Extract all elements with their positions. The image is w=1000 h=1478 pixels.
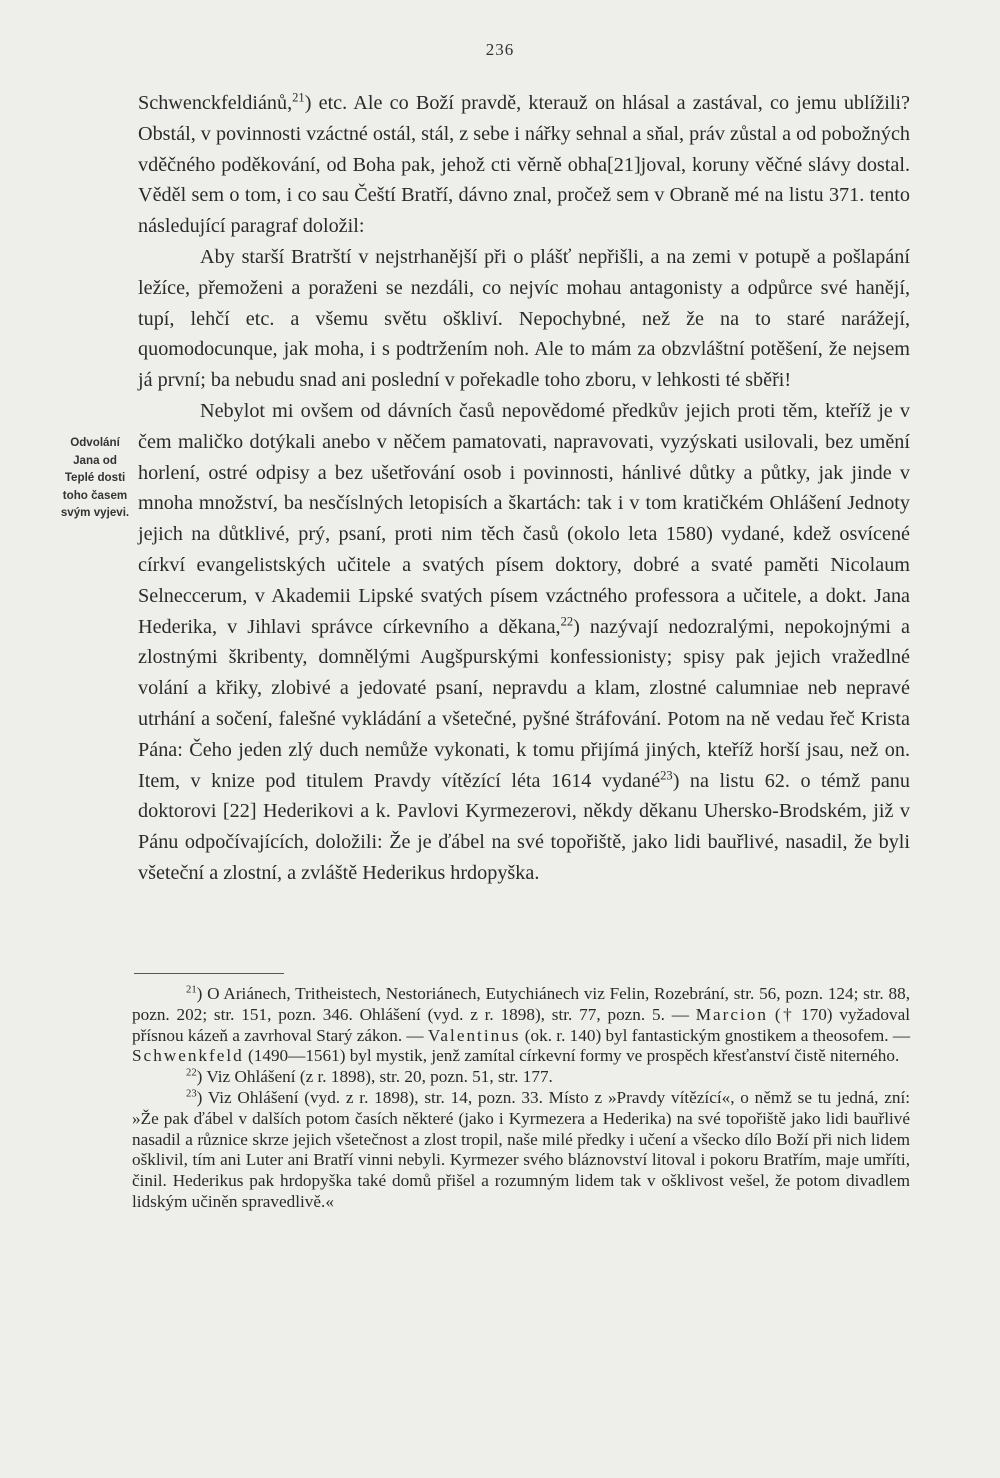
main-text xyxy=(138,88,910,889)
footnotes xyxy=(132,984,910,1213)
margin-note-line: toho časem xyxy=(62,488,128,502)
footnote-ref-21: 21 xyxy=(292,90,305,105)
paragraph-1 xyxy=(138,88,910,242)
text-run: (1490—1561) byl mystik, jenž zamítal církevní formy ve prospěch křesťanství čistě niterného. xyxy=(243,1046,900,1066)
spaced-name: Schwenkfeld xyxy=(132,1046,244,1066)
margin-note-line: Jana od xyxy=(73,453,117,467)
text-run: Nebylot mi ovšem od dávních časů nepovědomé předkův jejich proti těm, kteříž je v čem maličko dotýkali anebo v něčem pamatovati, napravovati, vyzýskati usilovali, bez umění horlení, ostré odpisy a bez ušetřování osob i povinnosti, hánlivé důtky a půtky, jak jinde v mnoha množství, ba nesčíslných letopisích a škartách: tak i v tom kratičkém Ohlášení Jednoty jejich na důtklivé, prý, psaní, proti nim těch časů (okolo leta 1580) vydané, kdež osvícené církví evangelistských učitele a svatých písem doktory, dobré a svaté paměti Nicolaum Selneccerum, v Akademii Lipské svatých písem vzáctného professora a učitele, a dokt. Jana Hederika, v Jihlavi správce církevního a děkana, xyxy=(138,399,910,638)
footnote-separator xyxy=(134,973,284,974)
text-run: ) na listu 62. o témž panu doktorovi [22] Hederikovi a k. Pavlovi Kyrmezerovi, někdy děkanu Uhersko-Brodském, již v Pánu odpočívajících, doložili: Že je ďábel na své topořiště, jako lidi bauřlivé, nasadil, že byli všeteční a zlostní, a zvláště Hederikus hrdopyška. xyxy=(138,769,910,884)
text-run: ) etc. Ale co Boží pravdě, kterauž on hlásal a zastával, co jemu ublížili? Obstál, v povinnosti vzáctné ostál, stál, z sebe i nářky sehnal a sňal, práv zůstal a od pobožných vděčného poděkování, od Boha pak, jehož cti věrně obha[21]joval, koruny věčné slávy dostal. Věděl sem o tom, i co sau Čeští Bratří, dávno znal, pročež sem v Obraně mé na listu 371. tento následující paragraf doložil: xyxy=(138,92,910,238)
footnote-23 xyxy=(132,1088,910,1213)
footnote-number: 21 xyxy=(186,984,197,996)
spaced-name: Valentinus xyxy=(427,1025,521,1045)
text-run: ) Viz Ohlášení (z r. 1898), str. 20, pozn. 51, str. 177. xyxy=(196,1067,553,1087)
text-run: (ok. r. 140) byl fantastickým gnostikem a theosofem. — xyxy=(520,1025,911,1045)
margin-note xyxy=(54,434,136,522)
paragraph-2-quote: Aby starší Bratrští v nejstrhanější při o plášť nepřišli, a na zemi v potupě a pošlapání ležíce, přemoženi a poraženi se nezdáli, co nejvíc mohau antagonisty a odpůrce své hanějí, tupí, lehčí etc. a všemu světu oškliví. Nepochybné, než že na to staré narážejí, quomodocunque, jak moha, i s podtržením noh. Ale to mám za obzvláštní potěšení, že nejsem já první; ba nebudu snad ani poslední v pořekadle toho zboru, v lehkosti té sběři! xyxy=(138,245,910,392)
text-run: ) O Ariánech, Tritheistech, Nestoriánech, Eutychiánech viz Felin, Rozebrání, str. 56, pozn. 124; str. 88, pozn. 202; str. 151, pozn. 346. Ohlášení (vyd. z r. 1898), str. 77, pozn. 5. — xyxy=(132,984,910,1024)
page-number: 236 xyxy=(485,40,515,59)
spaced-name: Marcion xyxy=(695,1004,768,1024)
footnote-ref-22: 22 xyxy=(560,613,574,628)
margin-note-line: svým vyjevi. xyxy=(60,506,130,519)
text-run: Schwenckfeldiánů, xyxy=(138,92,293,114)
text-run: († 170) vyžadoval přísnou kázeň a zavrhoval Starý zákon. — xyxy=(132,1004,910,1045)
paragraph-3 xyxy=(138,396,910,889)
margin-note-line: Odvolání xyxy=(70,436,120,449)
footnote-number: 22 xyxy=(186,1067,197,1079)
footnote-21 xyxy=(132,984,910,1067)
footnote-ref-23: 23 xyxy=(660,767,673,782)
text-run: ) nazývají nedozralými, nepokojnými a zlostnými škribenty, domnělými Augšpurskými konfessionisty; spisy pak jejich vražedlné volání a křiky, zlobivé a jedovaté psaní, nepravdu a klam, zlostné calumniae neb nepravé utrhání a sočení, falešné vykládání a všetečné, pyšné štráfování. Potom na ně vedau řeč Krista Pána: Čeho jeden zlý duch nemůže vykonati, k tomu přijímá jiných, kteříž horší jsau, než on. Item, v knize pod titulem Pravdy vítězící léta 1614 vydané xyxy=(138,615,911,792)
margin-note-line: Teplé dosti xyxy=(64,471,126,484)
footnote-number: 23 xyxy=(186,1088,197,1100)
text-run: ) Viz Ohlášení (vyd. z r. 1898), str. 14, pozn. 33. Místo z »Pravdy vítězící«, o němž se tu jedná, zní: »Že pak ďábel v dalších potom časích některé (jako i Kyrmezera a Hederika) na své topořiště jako lidi bauřlivé nasadil a různice skrze jejich všetečnost a zlost tropil, naše milé předky i učení a všecko dílo Boží při nich lidem ošklivil, tím ani Luter ani Bratří vinni nebyli. Kyrmezer svého bláznovství litoval i pokoru Bratřím, maje umříti, činil. Hederikus pak hrdopyška také domů přišel a rozumným lidem tak v ošklivost vešel, že potom divadlem lidským učiněn spravedlivě.« xyxy=(132,1087,910,1211)
footnote-22 xyxy=(132,1067,910,1088)
